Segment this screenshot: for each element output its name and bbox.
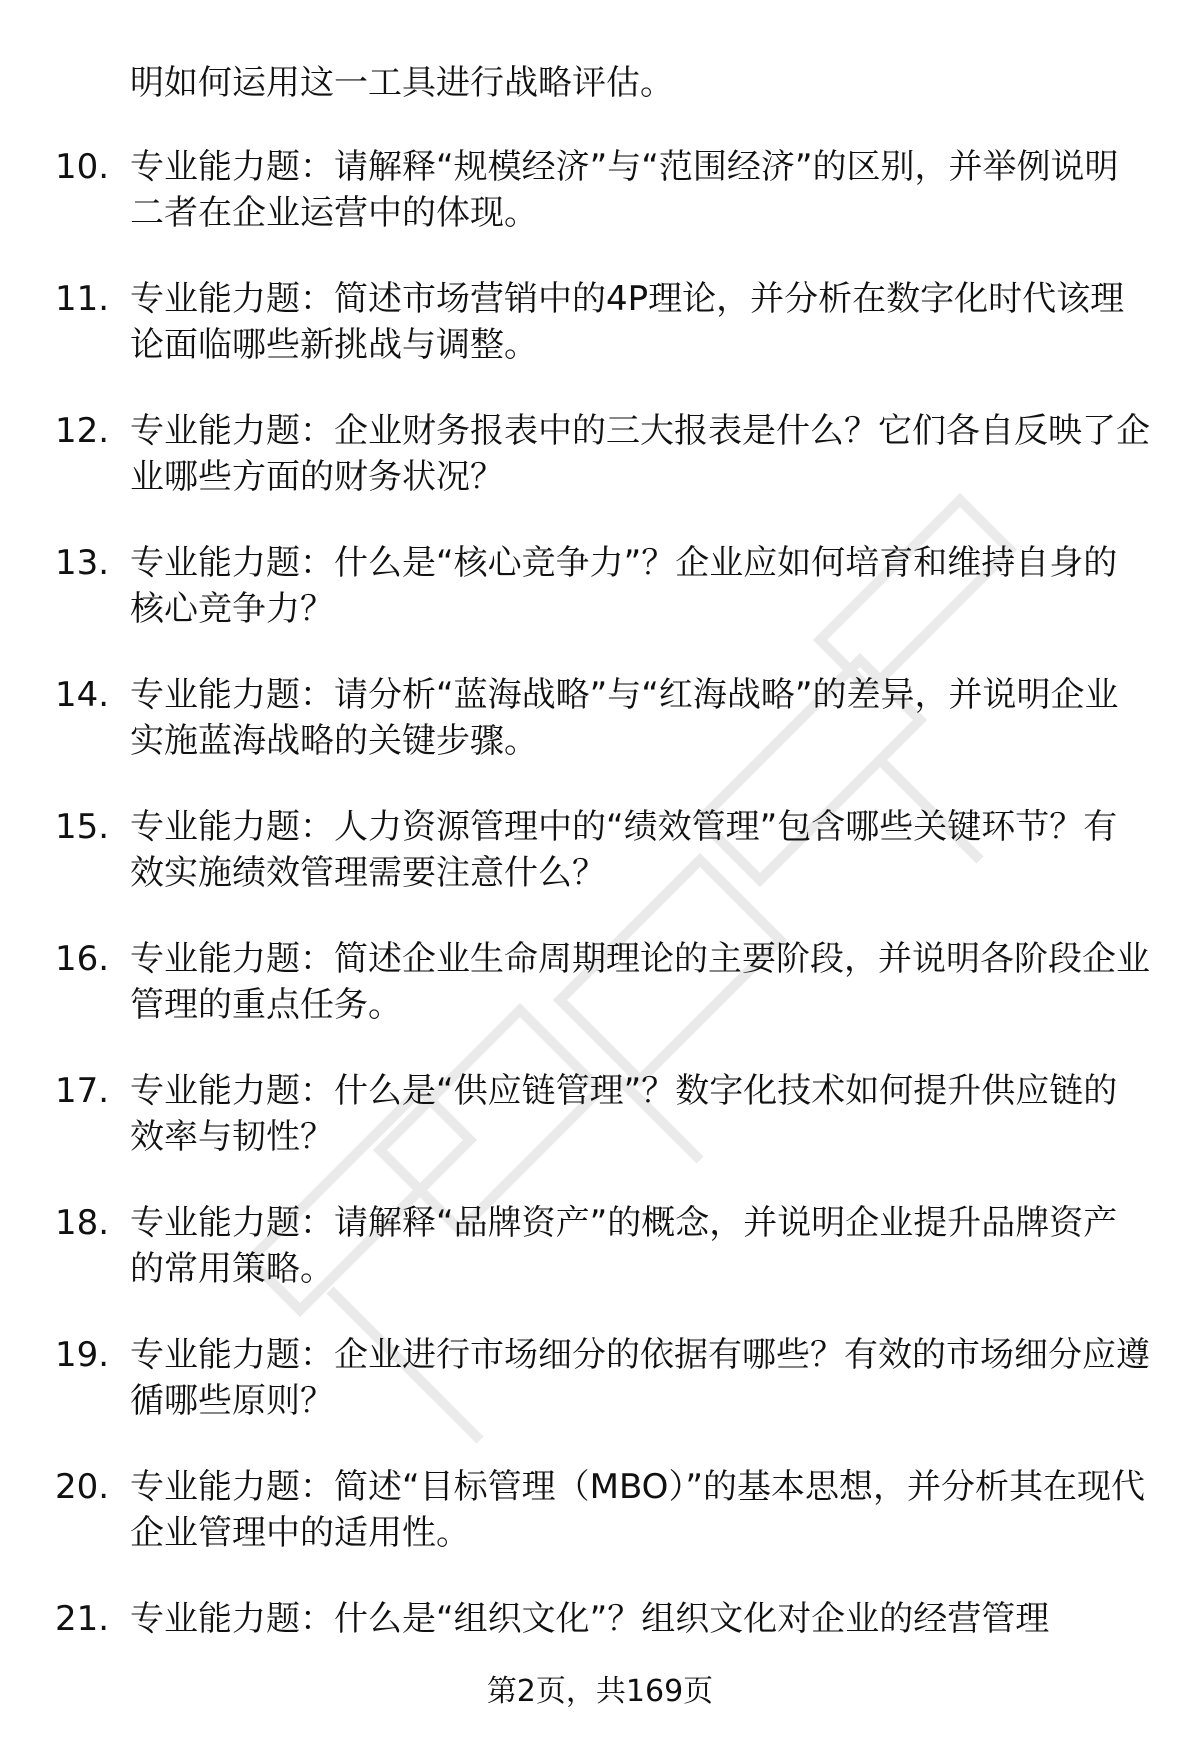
question-item <box>0 276 1200 408</box>
question-text: 专业能力题：请分析“蓝海战略”与“红海战略”的差异，并说明企业实施蓝海战略的关键步骤。 <box>130 675 1119 761</box>
question-text: 专业能力题：什么是“组织文化”？组织文化对企业的经营管理 <box>130 1599 1050 1639</box>
question-number: 16. <box>55 939 110 979</box>
question-number: 15. <box>55 807 110 847</box>
question-number: 12. <box>55 411 110 451</box>
question-item <box>0 1200 1200 1332</box>
question-item <box>0 1332 1200 1464</box>
question-number: 11. <box>55 279 110 319</box>
question-item <box>0 540 1200 672</box>
question-text: 专业能力题：简述企业生命周期理论的主要阶段，并说明各阶段企业管理的重点任务。 <box>130 939 1150 1025</box>
question-item <box>0 804 1200 936</box>
question-item <box>0 1068 1200 1200</box>
question-text: 专业能力题：简述“目标管理（MBO）”的基本思想，并分析其在现代企业管理中的适用性。 <box>130 1467 1146 1553</box>
page-footer: 第2页，共169页 <box>486 1674 714 1709</box>
question-number: 17. <box>55 1071 110 1111</box>
question-text: 专业能力题：简述市场营销中的4P理论，并分析在数字化时代该理论面临哪些新挑战与调整。 <box>130 279 1125 365</box>
question-item <box>0 144 1200 276</box>
question-number: 10. <box>55 147 110 187</box>
question-number: 20. <box>55 1467 110 1507</box>
question-text: 专业能力题：请解释“品牌资产”的概念，并说明企业提升品牌资产的常用策略。 <box>130 1203 1118 1289</box>
question-item <box>0 408 1200 540</box>
question-list <box>0 144 1200 1728</box>
question-number: 21. <box>55 1599 110 1639</box>
question-number: 13. <box>55 543 110 583</box>
question-text: 专业能力题：请解释“规模经济”与“范围经济”的区别，并举例说明二者在企业运营中的体现。 <box>130 147 1119 233</box>
question-item <box>0 1464 1200 1596</box>
question-text: 专业能力题：人力资源管理中的“绩效管理”包含哪些关键环节？有效实施绩效管理需要注意什么？ <box>130 807 1118 893</box>
question-text: 专业能力题：什么是“供应链管理”？数字化技术如何提升供应链的效率与韧性？ <box>130 1071 1118 1157</box>
question-text: 专业能力题：什么是“核心竞争力”？企业应如何培育和维持自身的核心竞争力？ <box>130 543 1118 629</box>
question-item <box>0 936 1200 1068</box>
question-text: 专业能力题：企业进行市场细分的依据有哪些？有效的市场细分应遵循哪些原则？ <box>130 1335 1150 1421</box>
question-number: 14. <box>55 675 110 715</box>
question-text: 专业能力题：企业财务报表中的三大报表是什么？它们各自反映了企业哪些方面的财务状况？ <box>130 411 1150 497</box>
question-number: 19. <box>55 1335 110 1375</box>
question-number: 18. <box>55 1203 110 1243</box>
question-item <box>0 672 1200 804</box>
continuation-text: 明如何运用这一工具进行战略评估。 <box>130 63 674 103</box>
